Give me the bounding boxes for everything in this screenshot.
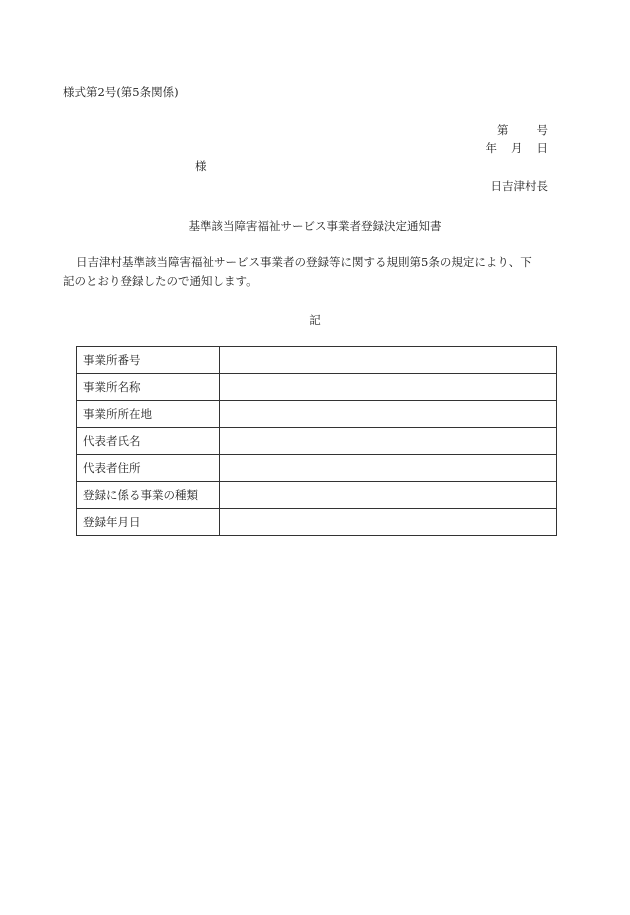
table-row: [77, 509, 557, 536]
recipient-suffix: 様: [195, 159, 207, 173]
row-label: 代表者住所: [77, 455, 220, 482]
table-row: [77, 347, 557, 374]
row-label: 代表者氏名: [77, 428, 220, 455]
doc-number-prefix: 第: [497, 123, 509, 137]
row-label: 登録年月日: [77, 509, 220, 536]
table-row: [77, 374, 557, 401]
table-row: [77, 455, 557, 482]
issue-date: [486, 141, 549, 155]
row-value: [220, 401, 557, 428]
registration-table: [76, 346, 557, 536]
row-value: [220, 482, 557, 509]
row-value: [220, 509, 557, 536]
date-year: 年: [485, 141, 497, 155]
row-value: [220, 347, 557, 374]
row-label: 登録に係る事業の種類: [77, 482, 220, 509]
table-row: [77, 482, 557, 509]
document-number: [497, 123, 548, 137]
row-value: [220, 428, 557, 455]
ki-heading: 記: [309, 313, 321, 327]
doc-number-suffix: 号: [536, 123, 548, 137]
issuer: 日吉津村長: [490, 179, 548, 193]
row-value: [220, 455, 557, 482]
date-month: 月: [511, 141, 523, 155]
table-row: [77, 401, 557, 428]
row-label: 事業所所在地: [77, 401, 220, 428]
row-label: 事業所名称: [77, 374, 220, 401]
date-day: 日: [536, 141, 548, 155]
body-line-1: 日吉津村基準該当障害福祉サービス事業者の登録等に関する規則第5条の規定により、下: [76, 255, 532, 269]
table-row: [77, 428, 557, 455]
document-title: 基準該当障害福祉サービス事業者登録決定通知書: [188, 219, 442, 233]
row-value: [220, 374, 557, 401]
body-line-2: 記のとおり登録したので通知します。: [63, 274, 258, 288]
row-label: 事業所番号: [77, 347, 220, 374]
form-number: 様式第2号(第5条関係): [63, 85, 179, 99]
